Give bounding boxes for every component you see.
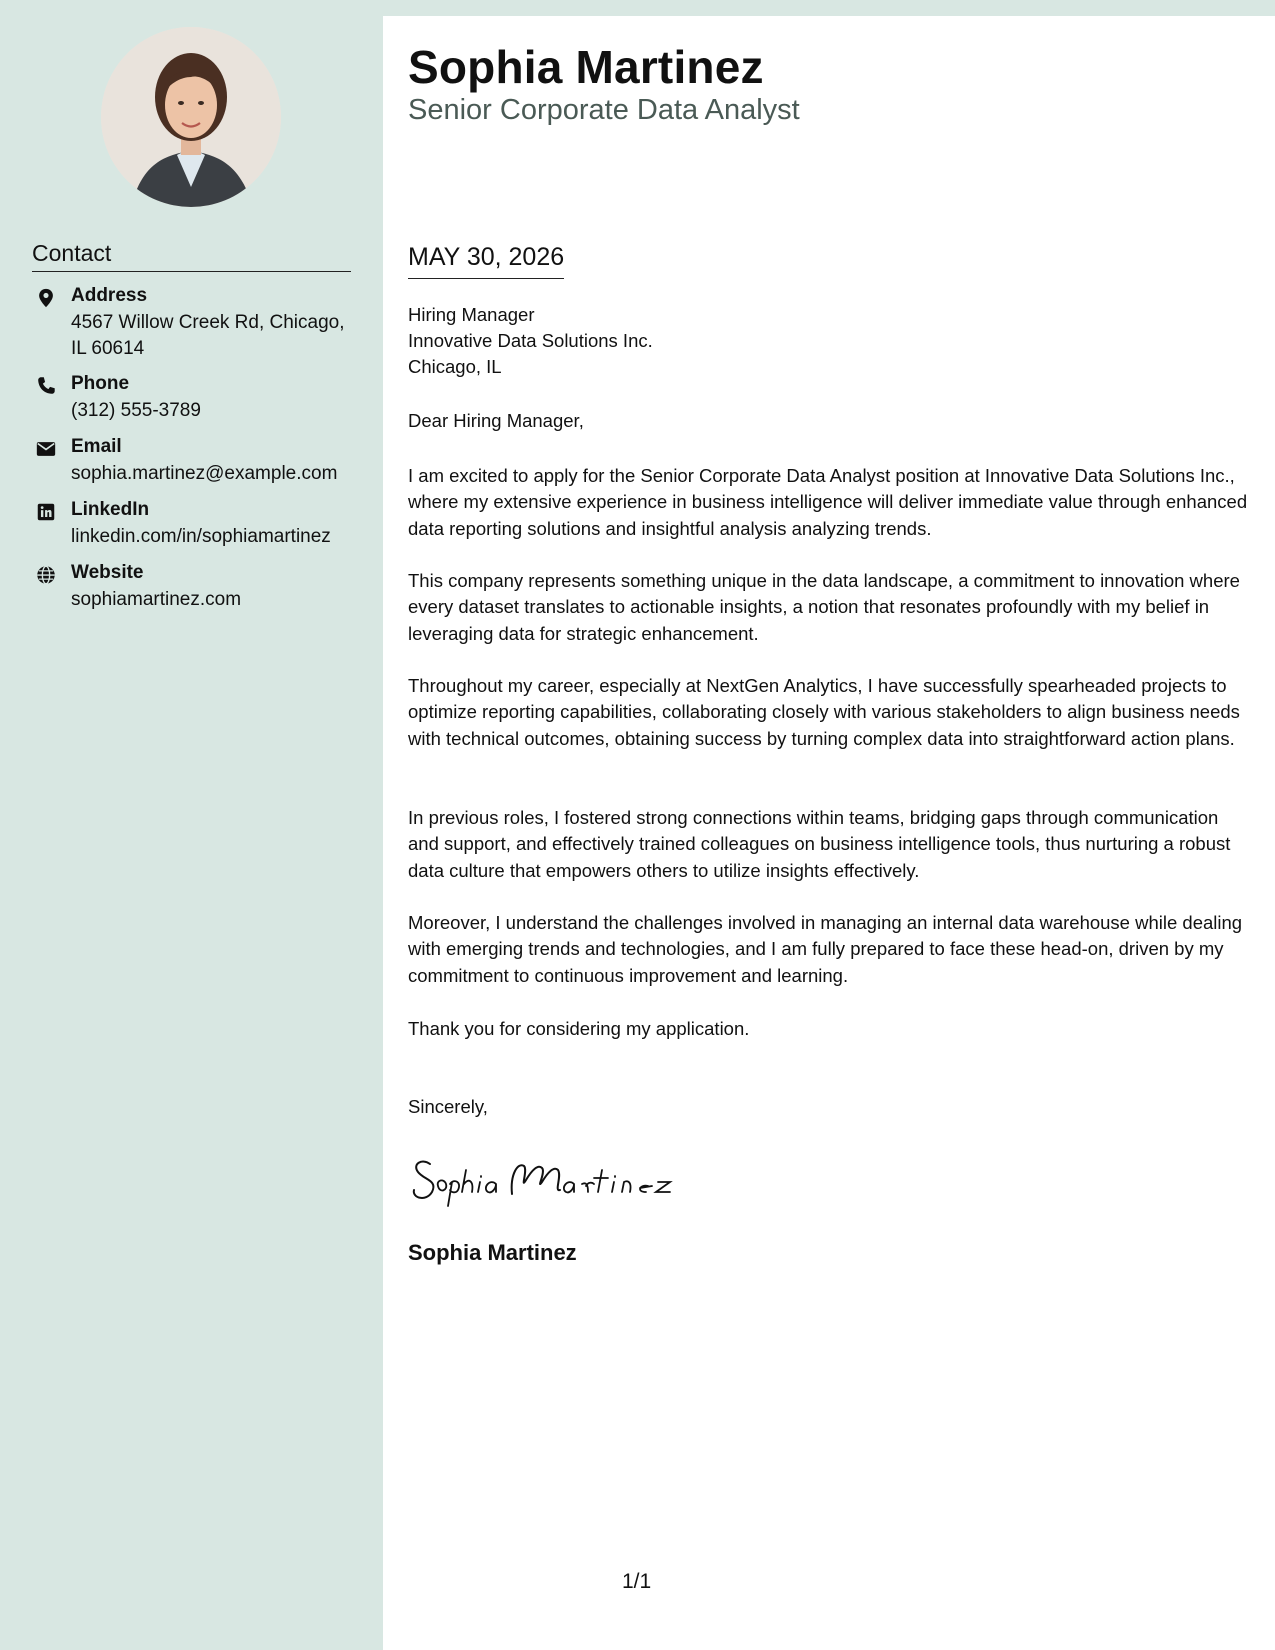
recipient-line: Chicago, IL <box>408 356 502 377</box>
body-paragraph: In previous roles, I fostered strong connections within teams, bridging gaps through communication and support, and effectively trained colleagues on business intelligence tools, thus nurturing a robust data culture that empowers others to utilize insights effectively. <box>408 807 1231 881</box>
contact-label: Website <box>71 562 144 583</box>
contact-value: 4567 Willow Creek Rd, Chicago, IL 60614 <box>71 312 345 359</box>
contact-heading: Contact <box>32 240 351 272</box>
letter-date: MAY 30, 2026 <box>408 243 564 279</box>
linkedin-icon <box>35 501 57 523</box>
signature-image <box>408 1140 678 1210</box>
contact-value: linkedin.com/in/sophiamartinez <box>71 526 331 547</box>
contact-label: LinkedIn <box>71 499 150 520</box>
body-paragraph: I am excited to apply for the Senior Corporate Data Analyst position at Innovative Data Solutions Inc., where my extensive experience in business intelligence will deliver immediate value through enhanced data reporting solutions and insightful analysis analyzing trends. <box>408 465 1248 539</box>
body-paragraph: Thank you for considering my application. <box>408 1018 750 1039</box>
globe-icon <box>35 564 57 586</box>
contact-label: Address <box>71 285 148 306</box>
recipient-block <box>408 302 653 380</box>
signer-name: Sophia Martinez <box>408 1240 577 1265</box>
body-paragraph: Moreover, I understand the challenges involved in managing an internal data warehouse while dealing with emerging trends and technologies, and I am fully prepared to face these head-on, driven by my commitment to continuous improvement and learning. <box>408 912 1243 986</box>
job-title: Senior Corporate Data Analyst <box>408 94 800 126</box>
recipient-line: Hiring Manager <box>408 304 535 325</box>
body-paragraph: Throughout my career, especially at NextGen Analytics, I have successfully spearheaded projects to optimize reporting capabilities, collaborating closely with various stakeholders to align business needs with technical outcomes, obtaining success by turning complex data into straightforward action plans. <box>408 675 1240 749</box>
contact-label: Phone <box>71 373 130 394</box>
recipient-line: Innovative Data Solutions Inc. <box>408 330 653 351</box>
page-number: 1/1 <box>622 1570 652 1593</box>
envelope-icon <box>35 438 57 460</box>
top-strip <box>383 0 1275 16</box>
salutation: Dear Hiring Manager, <box>408 410 584 431</box>
closing: Sincerely, <box>408 1096 488 1117</box>
body-paragraph: This company represents something unique in the data landscape, a commitment to innovation where every dataset translates to actionable insights, a notion that resonates profoundly with my belief in leveraging data for strategic enhancement. <box>408 570 1240 644</box>
avatar <box>101 27 281 207</box>
applicant-name: Sophia Martinez <box>408 41 764 93</box>
map-pin-icon <box>35 287 57 309</box>
phone-icon <box>35 375 57 397</box>
contact-label: Email <box>71 436 122 457</box>
contact-value: sophiamartinez.com <box>71 589 242 610</box>
contact-value: sophia.martinez@example.com <box>71 463 338 484</box>
contact-value: (312) 555-3789 <box>71 400 201 421</box>
